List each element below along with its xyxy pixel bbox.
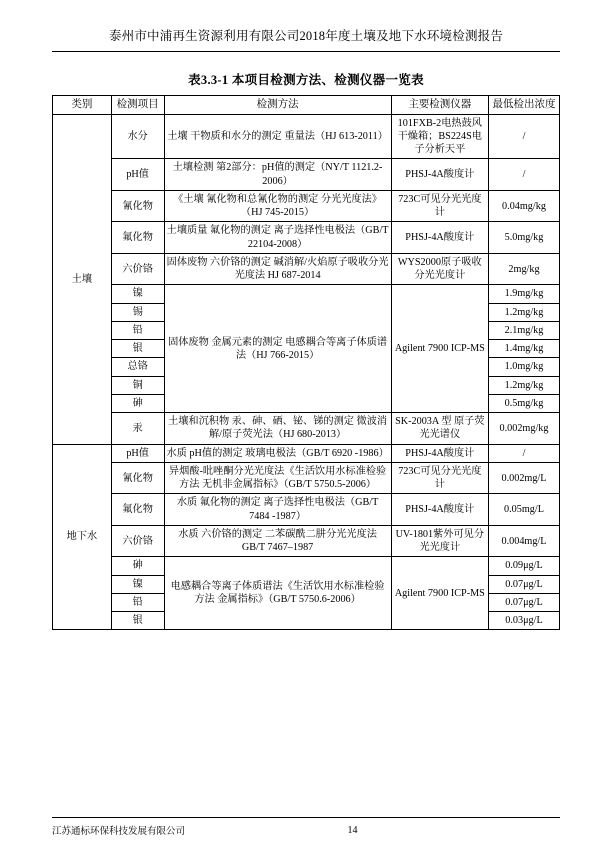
item-cell: 总铬 [111, 358, 164, 376]
footer-company: 江苏通标环保科技发展有限公司 [52, 827, 186, 837]
instrument-cell: SK-2003A 型 原子荧光光谱仪 [391, 413, 488, 445]
method-cell: 《土壤 氰化物和总氰化物的测定 分光光度法》（HJ 745-2015） [164, 190, 391, 222]
item-cell: 铅 [111, 593, 164, 611]
item-cell: 银 [111, 340, 164, 358]
limit-cell: 0.5mg/kg [488, 394, 559, 412]
instrument-cell: Agilent 7900 ICP-MS [391, 285, 488, 413]
method-cell: 土壤和沉积物 汞、砷、硒、铋、锑的测定 微波消解/原子荧光法（HJ 680-2013） [164, 413, 391, 445]
instrument-cell: WYS2000原子吸收分光光度计 [391, 253, 488, 285]
limit-cell: 0.07μg/L [488, 575, 559, 593]
item-cell: 银 [111, 612, 164, 630]
method-cell: 土壤 干物质和水分的测定 重量法（HJ 613-2011） [164, 114, 391, 159]
item-cell: 镍 [111, 285, 164, 303]
instrument-cell: PHSJ-4A酸度计 [391, 494, 488, 526]
item-cell: 镍 [111, 575, 164, 593]
item-cell: 氟化物 [111, 222, 164, 254]
item-cell: pH值 [111, 444, 164, 462]
limit-cell: 1.2mg/kg [488, 303, 559, 321]
detection-methods-table [52, 95, 560, 630]
limit-cell: 0.07μg/L [488, 593, 559, 611]
limit-cell: 0.05mg/L [488, 494, 559, 526]
table-row [53, 190, 560, 222]
table-row [53, 413, 560, 445]
item-cell: 铅 [111, 321, 164, 339]
method-cell: 电感耦合等离子体质谱法《生活饮用水标准检验方法 金属指标》（GB/T 5750.6-2006） [164, 557, 391, 630]
page-footer [52, 817, 560, 837]
item-cell: 汞 [111, 413, 164, 445]
limit-cell: / [488, 444, 559, 462]
limit-cell: / [488, 114, 559, 159]
item-cell: 铜 [111, 376, 164, 394]
item-cell: pH值 [111, 159, 164, 191]
instrument-cell: PHSJ-4A酸度计 [391, 444, 488, 462]
item-cell: 氰化物 [111, 462, 164, 494]
column-header-category: 类别 [53, 96, 112, 115]
item-cell: 砷 [111, 394, 164, 412]
column-header-limit: 最低检出浓度 [488, 96, 559, 115]
table-row [53, 159, 560, 191]
method-cell: 土壤质量 氟化物的测定 离子选择性电极法（GB/T 22104-2008） [164, 222, 391, 254]
table-row [53, 253, 560, 285]
method-cell: 固体废物 金属元素的测定 电感耦合等离子体质谱法（HJ 766-2015） [164, 285, 391, 413]
document-header: 泰州市中浦再生资源利用有限公司2018年度土壤及地下水环境检测报告 [52, 26, 560, 52]
category-cell-soil: 土壤 [53, 114, 112, 444]
footer-page-number: 14 [347, 824, 358, 836]
column-header-method: 检测方法 [164, 96, 391, 115]
table-row [53, 222, 560, 254]
instrument-cell: PHSJ-4A酸度计 [391, 222, 488, 254]
limit-cell: 0.03μg/L [488, 612, 559, 630]
table-header-row [53, 96, 560, 115]
limit-cell: 2.1mg/kg [488, 321, 559, 339]
table-row [53, 462, 560, 494]
limit-cell: 0.004mg/L [488, 525, 559, 557]
table-row [53, 557, 560, 575]
table-row [53, 525, 560, 557]
table-row [53, 114, 560, 159]
table-row [53, 285, 560, 303]
item-cell: 六价铬 [111, 253, 164, 285]
limit-cell: 2mg/kg [488, 253, 559, 285]
item-cell: 砷 [111, 557, 164, 575]
instrument-cell: 723C可见分光光度计 [391, 462, 488, 494]
limit-cell: 1.2mg/kg [488, 376, 559, 394]
limit-cell: 0.04mg/kg [488, 190, 559, 222]
limit-cell: 1.4mg/kg [488, 340, 559, 358]
method-cell: 水质 氟化物的测定 离子选择性电极法（GB/T 7484 -1987） [164, 494, 391, 526]
item-cell: 六价铬 [111, 525, 164, 557]
limit-cell: 5.0mg/kg [488, 222, 559, 254]
limit-cell: 1.9mg/kg [488, 285, 559, 303]
method-cell: 水质 六价铬的测定 二苯碳酰二肼分光光度法 GB/T 7467–1987 [164, 525, 391, 557]
category-cell-groundwater: 地下水 [53, 444, 112, 630]
instrument-cell: UV-1801紫外可见分光光度计 [391, 525, 488, 557]
column-header-instrument: 主要检测仪器 [391, 96, 488, 115]
instrument-cell: Agilent 7900 ICP-MS [391, 557, 488, 630]
instrument-cell: 723C可见分光光度计 [391, 190, 488, 222]
item-cell: 水分 [111, 114, 164, 159]
method-cell: 土壤检测 第2部分：pH值的测定（NY/T 1121.2-2006） [164, 159, 391, 191]
limit-cell: 0.09μg/L [488, 557, 559, 575]
table-title: 表3.3-1 本项目检测方法、检测仪器一览表 [188, 73, 424, 87]
method-cell: 异烟酸-吡唑酮分光光度法《生活饮用水标准检验方法 无机非金属指标》（GB/T 5750.5-2006） [164, 462, 391, 494]
column-header-item: 检测项目 [111, 96, 164, 115]
limit-cell: 0.002mg/L [488, 462, 559, 494]
instrument-cell: 101FXB-2电热鼓风干燥箱；BS224S电子分析天平 [391, 114, 488, 159]
method-cell: 水质 pH值的测定 玻璃电极法（GB/T 6920 -1986） [164, 444, 391, 462]
limit-cell: / [488, 159, 559, 191]
item-cell: 锡 [111, 303, 164, 321]
instrument-cell: PHSJ-4A酸度计 [391, 159, 488, 191]
item-cell: 氰化物 [111, 190, 164, 222]
table-row [53, 444, 560, 462]
limit-cell: 0.002mg/kg [488, 413, 559, 445]
item-cell: 氟化物 [111, 494, 164, 526]
method-cell: 固体废物 六价铬的测定 碱消解/火焰原子吸收分光光度法 HJ 687-2014 [164, 253, 391, 285]
table-row [53, 494, 560, 526]
limit-cell: 1.0mg/kg [488, 358, 559, 376]
